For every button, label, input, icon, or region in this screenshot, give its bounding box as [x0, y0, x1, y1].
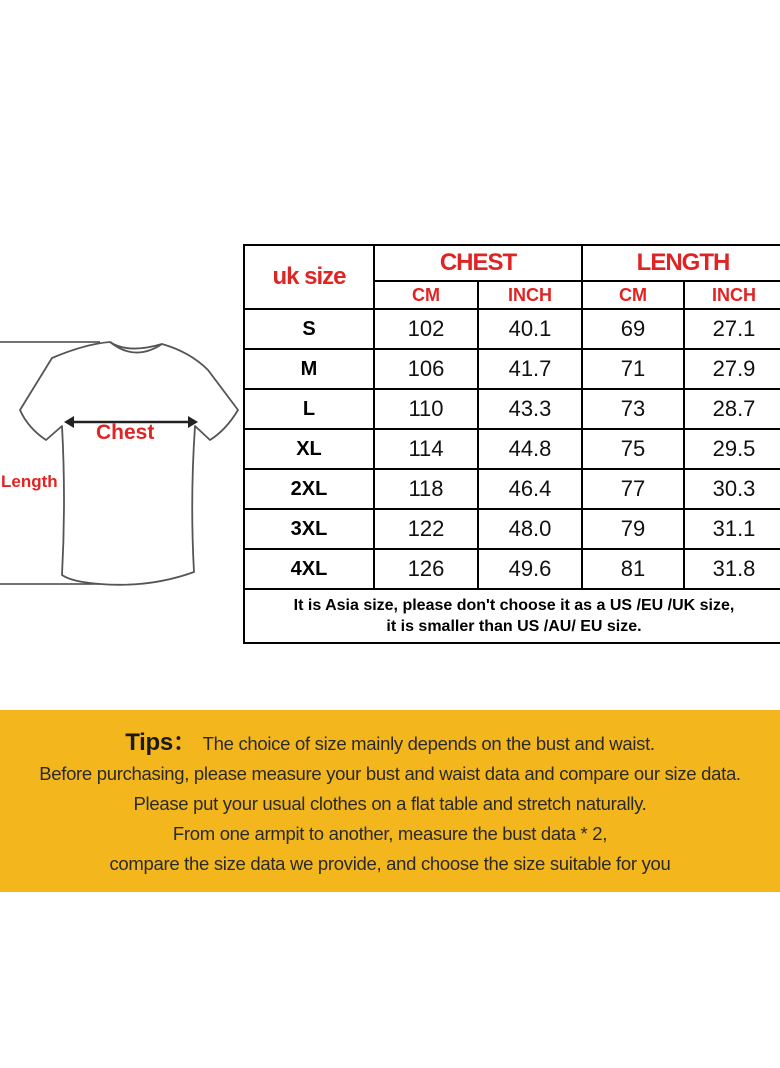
size-cell: L	[244, 389, 374, 429]
table-row	[244, 349, 780, 389]
table-note-row	[244, 589, 780, 643]
tips-line	[0, 728, 780, 759]
length-cm-cell: 77	[582, 469, 684, 509]
length-cm-cell: 81	[582, 549, 684, 589]
unit-header: CM	[374, 281, 478, 309]
tips-text: The choice of size mainly depends on the bust and waist.	[202, 733, 655, 754]
size-note-line: it is smaller than US /AU/ EU size.	[386, 618, 642, 635]
size-note	[244, 589, 780, 643]
length-inch-cell: 31.1	[684, 509, 780, 549]
table-row	[244, 309, 780, 349]
size-cell: M	[244, 349, 374, 389]
length-column-header: LENGTH	[582, 245, 780, 281]
table-header-row	[244, 245, 780, 281]
chest-inch-cell: 44.8	[478, 429, 582, 469]
unit-header: INCH	[478, 281, 582, 309]
chest-label: Chest	[96, 421, 155, 444]
length-inch-cell: 31.8	[684, 549, 780, 589]
tips-line: From one armpit to another, measure the bust data * 2,	[172, 823, 608, 844]
tips-line: Please put your usual clothes on a flat table and stretch naturally.	[133, 793, 647, 814]
size-table	[243, 244, 780, 644]
length-inch-cell: 27.9	[684, 349, 780, 389]
length-cm-cell: 71	[582, 349, 684, 389]
tips-label: Tips：	[125, 729, 197, 756]
chest-inch-cell: 46.4	[478, 469, 582, 509]
unit-header: CM	[582, 281, 684, 309]
size-cell: 3XL	[244, 509, 374, 549]
table-row	[244, 549, 780, 589]
chest-inch-cell: 48.0	[478, 509, 582, 549]
tips-banner	[0, 710, 780, 892]
table-row	[244, 509, 780, 549]
length-inch-cell: 28.7	[684, 389, 780, 429]
tips-line: compare the size data we provide, and choose the size suitable for you	[109, 853, 671, 874]
length-cm-cell: 79	[582, 509, 684, 549]
size-cell: 4XL	[244, 549, 374, 589]
chest-inch-cell: 49.6	[478, 549, 582, 589]
length-label: Length	[1, 472, 58, 491]
size-cell: 2XL	[244, 469, 374, 509]
chest-cm-cell: 114	[374, 429, 478, 469]
chest-inch-cell: 40.1	[478, 309, 582, 349]
size-note-line: It is Asia size, please don't choose it as a US /EU /UK size,	[293, 597, 735, 614]
length-cm-cell: 73	[582, 389, 684, 429]
table-row	[244, 429, 780, 469]
table-row	[244, 389, 780, 429]
chest-inch-cell: 41.7	[478, 349, 582, 389]
length-cm-cell: 69	[582, 309, 684, 349]
chest-column-header: CHEST	[374, 245, 582, 281]
t-shirt-outline-icon	[0, 330, 245, 595]
length-inch-cell: 30.3	[684, 469, 780, 509]
length-inch-cell: 29.5	[684, 429, 780, 469]
chest-cm-cell: 106	[374, 349, 478, 389]
size-column-header: uk size	[244, 245, 374, 309]
size-cell: S	[244, 309, 374, 349]
size-cell: XL	[244, 429, 374, 469]
chest-cm-cell: 126	[374, 549, 478, 589]
unit-header: INCH	[684, 281, 780, 309]
length-inch-cell: 27.1	[684, 309, 780, 349]
chest-cm-cell: 122	[374, 509, 478, 549]
chest-cm-cell: 110	[374, 389, 478, 429]
chest-cm-cell: 118	[374, 469, 478, 509]
chest-cm-cell: 102	[374, 309, 478, 349]
table-row	[244, 469, 780, 509]
length-cm-cell: 75	[582, 429, 684, 469]
tips-line: Before purchasing, please measure your bust and waist data and compare our size data.	[39, 763, 741, 784]
chest-inch-cell: 43.3	[478, 389, 582, 429]
